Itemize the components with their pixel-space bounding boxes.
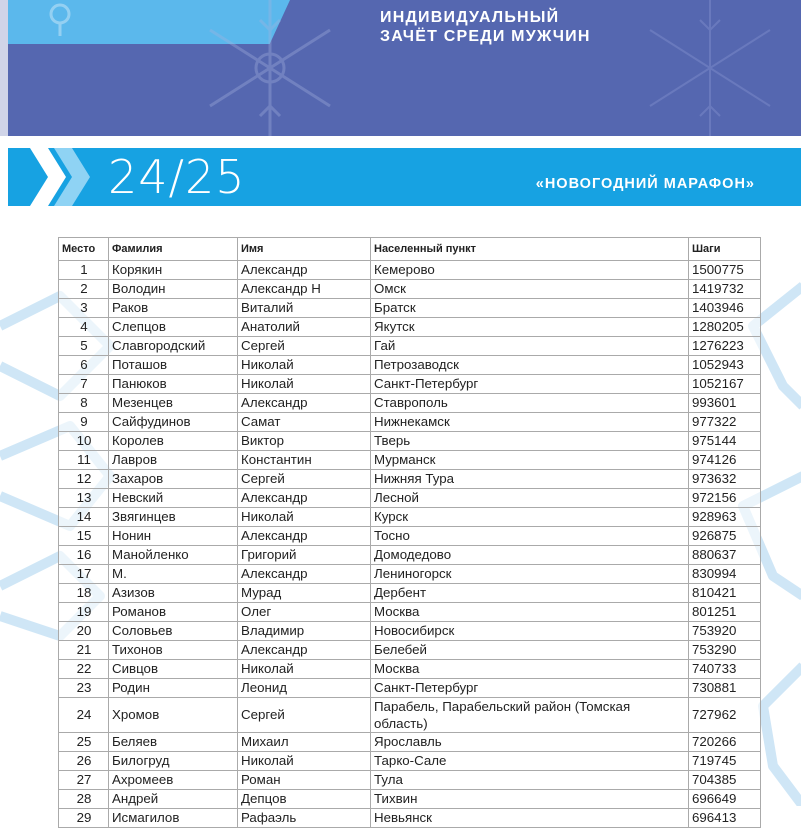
cell-steps: 973632 <box>689 470 761 489</box>
cell-surname: Нонин <box>109 527 238 546</box>
cell-city: Лесной <box>371 489 689 508</box>
table-row <box>59 679 761 698</box>
cell-steps: 993601 <box>689 394 761 413</box>
cell-name: Николай <box>238 508 371 527</box>
cell-steps: 830994 <box>689 565 761 584</box>
cell-steps: 696649 <box>689 790 761 809</box>
cell-steps: 1500775 <box>689 261 761 280</box>
cell-steps: 704385 <box>689 771 761 790</box>
cell-steps: 753920 <box>689 622 761 641</box>
cell-name: Мурад <box>238 584 371 603</box>
cell-city: Дербент <box>371 584 689 603</box>
results-table <box>58 237 761 828</box>
cell-place: 27 <box>59 771 109 790</box>
cell-surname: Лавров <box>109 451 238 470</box>
cell-name: Владимир <box>238 622 371 641</box>
table-row <box>59 790 761 809</box>
cell-name: Александр <box>238 527 371 546</box>
cell-name: Александр <box>238 641 371 660</box>
table-row <box>59 733 761 752</box>
cell-surname: Хромов <box>109 698 238 733</box>
top-banner <box>0 0 801 136</box>
table-row <box>59 660 761 679</box>
table-row <box>59 299 761 318</box>
cell-place: 7 <box>59 375 109 394</box>
cell-city: Тихвин <box>371 790 689 809</box>
cell-surname: Билогруд <box>109 752 238 771</box>
cell-steps: 1052943 <box>689 356 761 375</box>
cell-place: 14 <box>59 508 109 527</box>
cell-surname: Тихонов <box>109 641 238 660</box>
cell-surname: Родин <box>109 679 238 698</box>
cell-surname: Поташов <box>109 356 238 375</box>
cell-name: Рафаэль <box>238 809 371 828</box>
cell-surname: Исмагилов <box>109 809 238 828</box>
cell-surname: Манойленко <box>109 546 238 565</box>
cell-place: 4 <box>59 318 109 337</box>
cell-steps: 801251 <box>689 603 761 622</box>
cell-surname: Ахромеев <box>109 771 238 790</box>
cell-place: 3 <box>59 299 109 318</box>
cell-name: Депцов <box>238 790 371 809</box>
table-row <box>59 641 761 660</box>
cell-surname: Слепцов <box>109 318 238 337</box>
cell-city: Омск <box>371 280 689 299</box>
cell-surname: Соловьев <box>109 622 238 641</box>
table-row <box>59 413 761 432</box>
cell-city: Новосибирск <box>371 622 689 641</box>
cell-surname: Беляев <box>109 733 238 752</box>
cell-name: Григорий <box>238 546 371 565</box>
table-header-row <box>59 238 761 261</box>
table-row <box>59 584 761 603</box>
table-row <box>59 470 761 489</box>
event-header <box>8 148 801 206</box>
cell-city: Курск <box>371 508 689 527</box>
cell-name: Николай <box>238 752 371 771</box>
table-row <box>59 546 761 565</box>
cell-place: 21 <box>59 641 109 660</box>
cell-place: 13 <box>59 489 109 508</box>
table-row <box>59 451 761 470</box>
cell-steps: 926875 <box>689 527 761 546</box>
cell-surname: Панюков <box>109 375 238 394</box>
snowflake-icon <box>640 0 780 136</box>
cell-surname: Невский <box>109 489 238 508</box>
cell-steps: 972156 <box>689 489 761 508</box>
table-row <box>59 752 761 771</box>
cell-name: Анатолий <box>238 318 371 337</box>
cell-place: 17 <box>59 565 109 584</box>
cell-place: 6 <box>59 356 109 375</box>
table-row <box>59 261 761 280</box>
cell-name: Олег <box>238 603 371 622</box>
table-row <box>59 809 761 828</box>
cell-place: 16 <box>59 546 109 565</box>
table-row <box>59 394 761 413</box>
banner-left-edge <box>0 0 8 136</box>
cell-city: Нижняя Тура <box>371 470 689 489</box>
cell-name: Самат <box>238 413 371 432</box>
cell-city: Домодедово <box>371 546 689 565</box>
cell-place: 29 <box>59 809 109 828</box>
cell-name: Михаил <box>238 733 371 752</box>
event-name: «НОВОГОДНИЙ МАРАФОН» <box>535 176 755 192</box>
cell-steps: 753290 <box>689 641 761 660</box>
cell-name: Александр <box>238 394 371 413</box>
cell-steps: 977322 <box>689 413 761 432</box>
cell-steps: 1419732 <box>689 280 761 299</box>
table-body <box>59 261 761 828</box>
table-row <box>59 489 761 508</box>
cell-city: Братск <box>371 299 689 318</box>
cell-surname: Королев <box>109 432 238 451</box>
cell-name: Константин <box>238 451 371 470</box>
snowflake-icon <box>190 0 350 136</box>
cell-city: Невьянск <box>371 809 689 828</box>
cell-city: Парабель, Парабельский район (Томская область) <box>371 698 689 733</box>
cell-place: 24 <box>59 698 109 733</box>
cell-place: 2 <box>59 280 109 299</box>
cell-city: Тверь <box>371 432 689 451</box>
cell-place: 10 <box>59 432 109 451</box>
table-row <box>59 356 761 375</box>
cell-surname: Корякин <box>109 261 238 280</box>
cell-surname: Володин <box>109 280 238 299</box>
cell-place: 25 <box>59 733 109 752</box>
cell-name: Виталий <box>238 299 371 318</box>
cell-surname: Звягинцев <box>109 508 238 527</box>
page-title-line2: ЗАЧЁТ СРЕДИ МУЖЧИН <box>380 28 591 45</box>
cell-name: Виктор <box>238 432 371 451</box>
cell-city: Белебей <box>371 641 689 660</box>
cell-place: 22 <box>59 660 109 679</box>
cell-city: Петрозаводск <box>371 356 689 375</box>
header-steps: Шаги <box>689 238 761 261</box>
cell-steps: 974126 <box>689 451 761 470</box>
cell-name: Александр <box>238 489 371 508</box>
cell-place: 28 <box>59 790 109 809</box>
cell-place: 20 <box>59 622 109 641</box>
cell-surname: Славгородский <box>109 337 238 356</box>
cell-place: 11 <box>59 451 109 470</box>
cell-surname: Романов <box>109 603 238 622</box>
cell-name: Сергей <box>238 698 371 733</box>
header-surname: Фамилия <box>109 238 238 261</box>
table-row <box>59 432 761 451</box>
header-place: Место <box>59 238 109 261</box>
cell-city: Санкт-Петербург <box>371 375 689 394</box>
table-row <box>59 698 761 733</box>
cell-name: Николай <box>238 660 371 679</box>
cell-city: Гай <box>371 337 689 356</box>
cell-name: Николай <box>238 356 371 375</box>
cell-city: Лениногорск <box>371 565 689 584</box>
cell-steps: 928963 <box>689 508 761 527</box>
cell-place: 19 <box>59 603 109 622</box>
cell-steps: 975144 <box>689 432 761 451</box>
cell-name: Александр Н <box>238 280 371 299</box>
cell-place: 23 <box>59 679 109 698</box>
cell-steps: 696413 <box>689 809 761 828</box>
cell-name: Сергей <box>238 337 371 356</box>
cell-city: Ставрополь <box>371 394 689 413</box>
cell-steps: 720266 <box>689 733 761 752</box>
cell-city: Москва <box>371 603 689 622</box>
cell-city: Нижнекамск <box>371 413 689 432</box>
cell-place: 8 <box>59 394 109 413</box>
table-row <box>59 318 761 337</box>
cell-steps: 730881 <box>689 679 761 698</box>
cell-city: Ярославль <box>371 733 689 752</box>
cell-city: Кемерово <box>371 261 689 280</box>
cell-surname: Мезенцев <box>109 394 238 413</box>
cell-surname: М. <box>109 565 238 584</box>
cell-place: 9 <box>59 413 109 432</box>
cell-name: Сергей <box>238 470 371 489</box>
cell-place: 26 <box>59 752 109 771</box>
table-row <box>59 527 761 546</box>
cell-steps: 1403946 <box>689 299 761 318</box>
table-row <box>59 280 761 299</box>
table-row <box>59 771 761 790</box>
cell-steps: 727962 <box>689 698 761 733</box>
cell-place: 12 <box>59 470 109 489</box>
cell-steps: 880637 <box>689 546 761 565</box>
header-city: Населенный пункт <box>371 238 689 261</box>
cell-name: Александр <box>238 565 371 584</box>
season-label: 24/25 <box>108 150 246 204</box>
cell-surname: Сайфудинов <box>109 413 238 432</box>
cell-city: Якутск <box>371 318 689 337</box>
cell-place: 15 <box>59 527 109 546</box>
cell-steps: 719745 <box>689 752 761 771</box>
snowflake-icon <box>40 0 80 40</box>
cell-name: Николай <box>238 375 371 394</box>
table-row <box>59 375 761 394</box>
cell-surname: Андрей <box>109 790 238 809</box>
cell-steps: 1052167 <box>689 375 761 394</box>
cell-steps: 740733 <box>689 660 761 679</box>
cell-surname: Раков <box>109 299 238 318</box>
header-gap <box>0 136 801 148</box>
table-row <box>59 603 761 622</box>
cell-surname: Захаров <box>109 470 238 489</box>
page-title <box>380 8 591 46</box>
cell-city: Тула <box>371 771 689 790</box>
cell-surname: Азизов <box>109 584 238 603</box>
cell-city: Санкт-Петербург <box>371 679 689 698</box>
cell-city: Тарко-Сале <box>371 752 689 771</box>
header-name: Имя <box>238 238 371 261</box>
table-row <box>59 565 761 584</box>
page-title-line1: ИНДИВИДУАЛЬНЫЙ <box>380 9 560 26</box>
table-row <box>59 508 761 527</box>
cell-surname: Сивцов <box>109 660 238 679</box>
cell-place: 1 <box>59 261 109 280</box>
cell-city: Мурманск <box>371 451 689 470</box>
cell-steps: 1280205 <box>689 318 761 337</box>
cell-place: 18 <box>59 584 109 603</box>
chevron-right-icon <box>8 148 98 206</box>
cell-steps: 810421 <box>689 584 761 603</box>
cell-name: Александр <box>238 261 371 280</box>
cell-steps: 1276223 <box>689 337 761 356</box>
cell-place: 5 <box>59 337 109 356</box>
cell-city: Москва <box>371 660 689 679</box>
cell-name: Роман <box>238 771 371 790</box>
cell-city: Тосно <box>371 527 689 546</box>
table-row <box>59 337 761 356</box>
cell-name: Леонид <box>238 679 371 698</box>
table-row <box>59 622 761 641</box>
